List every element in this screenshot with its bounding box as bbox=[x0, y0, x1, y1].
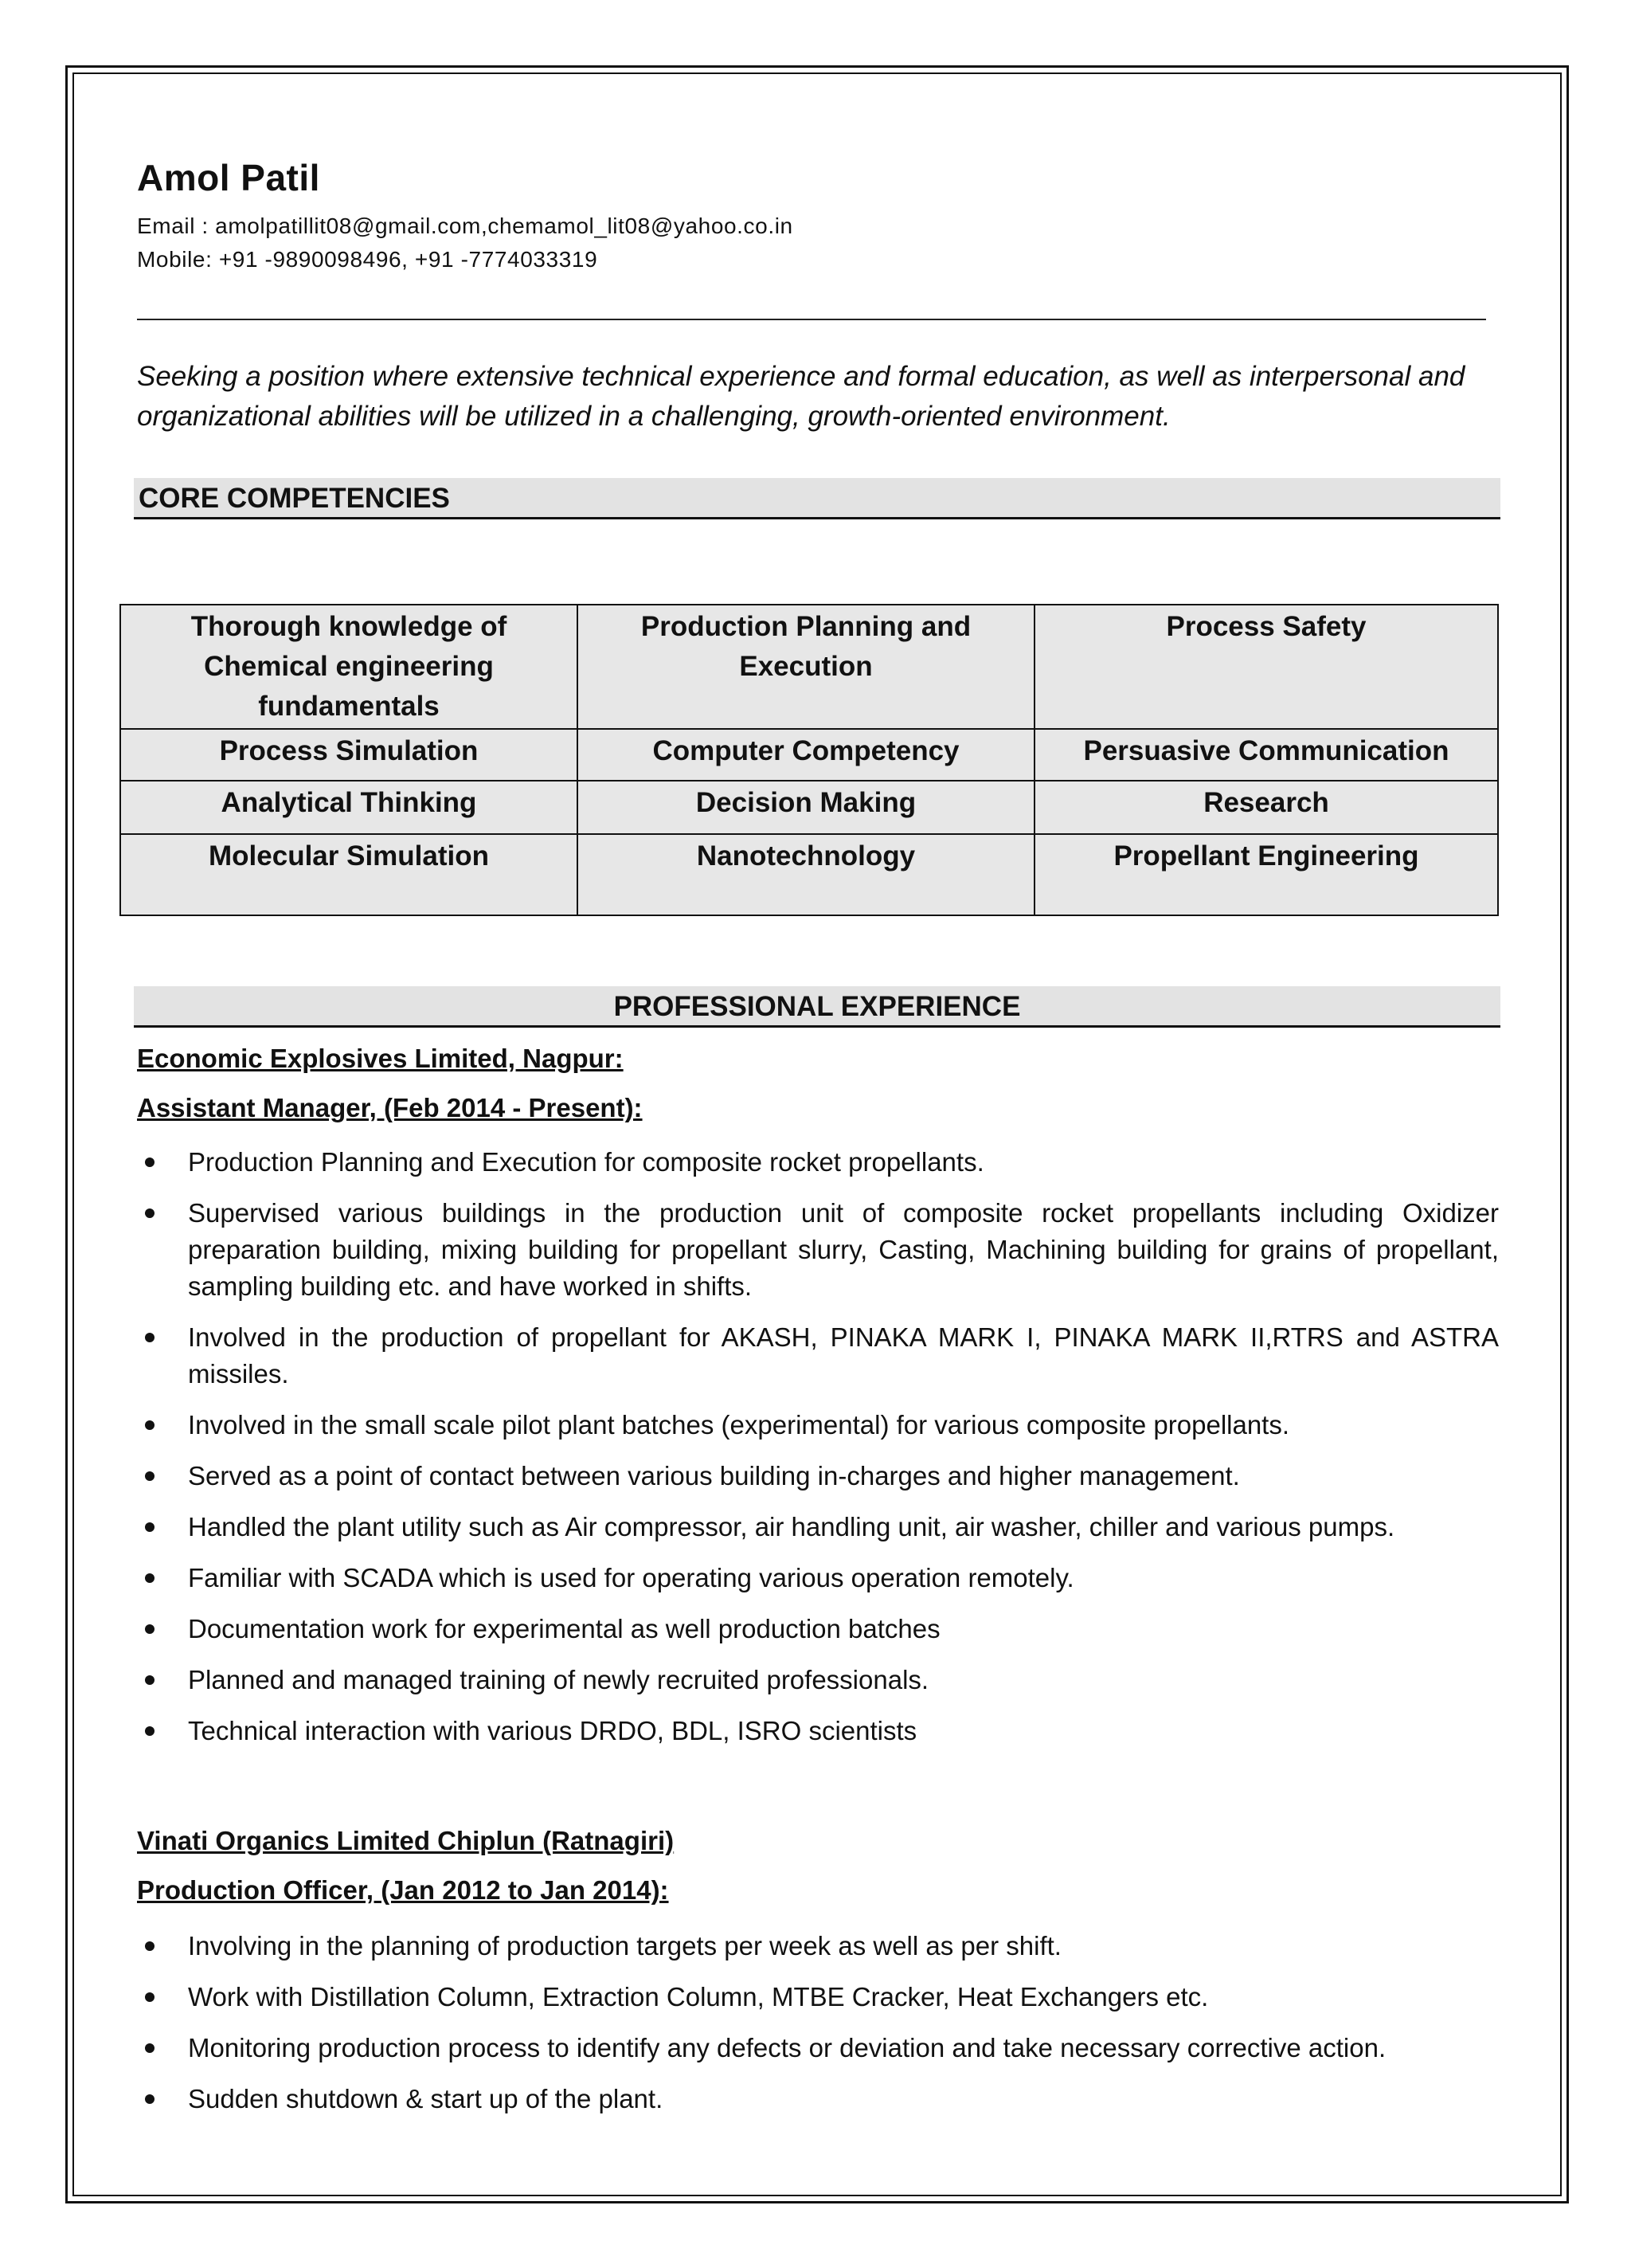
competency-cell: Computer Competency bbox=[577, 729, 1035, 781]
list-item: Planned and managed training of newly recruited professionals. bbox=[137, 1662, 1499, 1698]
list-item: Served as a point of contact between various building in-charges and higher management. bbox=[137, 1458, 1499, 1494]
professional-experience-heading: PROFESSIONAL EXPERIENCE bbox=[134, 986, 1500, 1028]
list-item: Involved in the small scale pilot plant batches (experimental) for various composite propellants. bbox=[137, 1407, 1499, 1443]
competency-cell: Thorough knowledge of Chemical engineering fundamentals bbox=[120, 605, 577, 729]
list-item: Technical interaction with various DRDO, BDL, ISRO scientists bbox=[137, 1713, 1499, 1749]
table-row bbox=[120, 834, 1498, 915]
competencies-table bbox=[119, 604, 1499, 916]
competency-cell: Research bbox=[1035, 781, 1498, 834]
table-row bbox=[120, 729, 1498, 781]
list-item: Handled the plant utility such as Air compressor, air handling unit, air washer, chiller and various pumps. bbox=[137, 1509, 1499, 1545]
competency-cell: Process Simulation bbox=[120, 729, 577, 781]
email-line: Email : amolpatillit08@gmail.com,chemamol_lit08@yahoo.co.in bbox=[137, 213, 793, 238]
job-bullets bbox=[137, 1144, 1499, 1764]
company-name: Economic Explosives Limited, Nagpur: bbox=[137, 1044, 624, 1073]
competency-cell: Persuasive Communication bbox=[1035, 729, 1498, 781]
list-item: Involved in the production of propellant for AKASH, PINAKA MARK I, PINAKA MARK II,RTRS and ASTRA missiles. bbox=[137, 1319, 1499, 1393]
company-name: Vinati Organics Limited Chiplun (Ratnagiri) bbox=[137, 1826, 675, 1855]
competency-cell: Propellant Engineering bbox=[1035, 834, 1498, 915]
job-role: Production Officer, (Jan 2012 to Jan 2014): bbox=[137, 1875, 669, 1905]
list-item: Monitoring production process to identify any defects or deviation and take necessary corrective action. bbox=[137, 2030, 1499, 2066]
table-row bbox=[120, 781, 1498, 834]
objective-statement: Seeking a position where extensive technical experience and formal education, as well as interpersonal and organizational abilities will be utilized in a challenging, growth-oriented environment. bbox=[137, 361, 1465, 432]
core-competencies-heading: CORE COMPETENCIES bbox=[134, 478, 1500, 519]
job-role: Assistant Manager, (Feb 2014 - Present): bbox=[137, 1093, 643, 1122]
competency-cell: Decision Making bbox=[577, 781, 1035, 834]
list-item: Documentation work for experimental as well production batches bbox=[137, 1611, 1499, 1647]
competency-cell: Nanotechnology bbox=[577, 834, 1035, 915]
competency-cell: Molecular Simulation bbox=[120, 834, 577, 915]
candidate-name: Amol Patil bbox=[137, 157, 320, 198]
list-item: Sudden shutdown & start up of the plant. bbox=[137, 2081, 1499, 2117]
list-item: Familiar with SCADA which is used for operating various operation remotely. bbox=[137, 1560, 1499, 1596]
competency-cell: Process Safety bbox=[1035, 605, 1498, 729]
table-row bbox=[120, 605, 1498, 729]
list-item: Work with Distillation Column, Extraction Column, MTBE Cracker, Heat Exchangers etc. bbox=[137, 1979, 1499, 2015]
job-bullets bbox=[137, 1928, 1499, 2132]
header-divider bbox=[137, 319, 1486, 320]
competency-cell: Analytical Thinking bbox=[120, 781, 577, 834]
competency-cell: Production Planning and Execution bbox=[577, 605, 1035, 729]
list-item: Involving in the planning of production targets per week as well as per shift. bbox=[137, 1928, 1499, 1964]
mobile-line: Mobile: +91 -9890098496, +91 -7774033319 bbox=[137, 247, 598, 272]
list-item: Production Planning and Execution for composite rocket propellants. bbox=[137, 1144, 1499, 1181]
list-item: Supervised various buildings in the production unit of composite rocket propellants including Oxidizer preparation building, mixing building for propellant slurry, Casting, Machining building for grains of propellant, sampling building etc. and have worked in shifts. bbox=[137, 1195, 1499, 1305]
